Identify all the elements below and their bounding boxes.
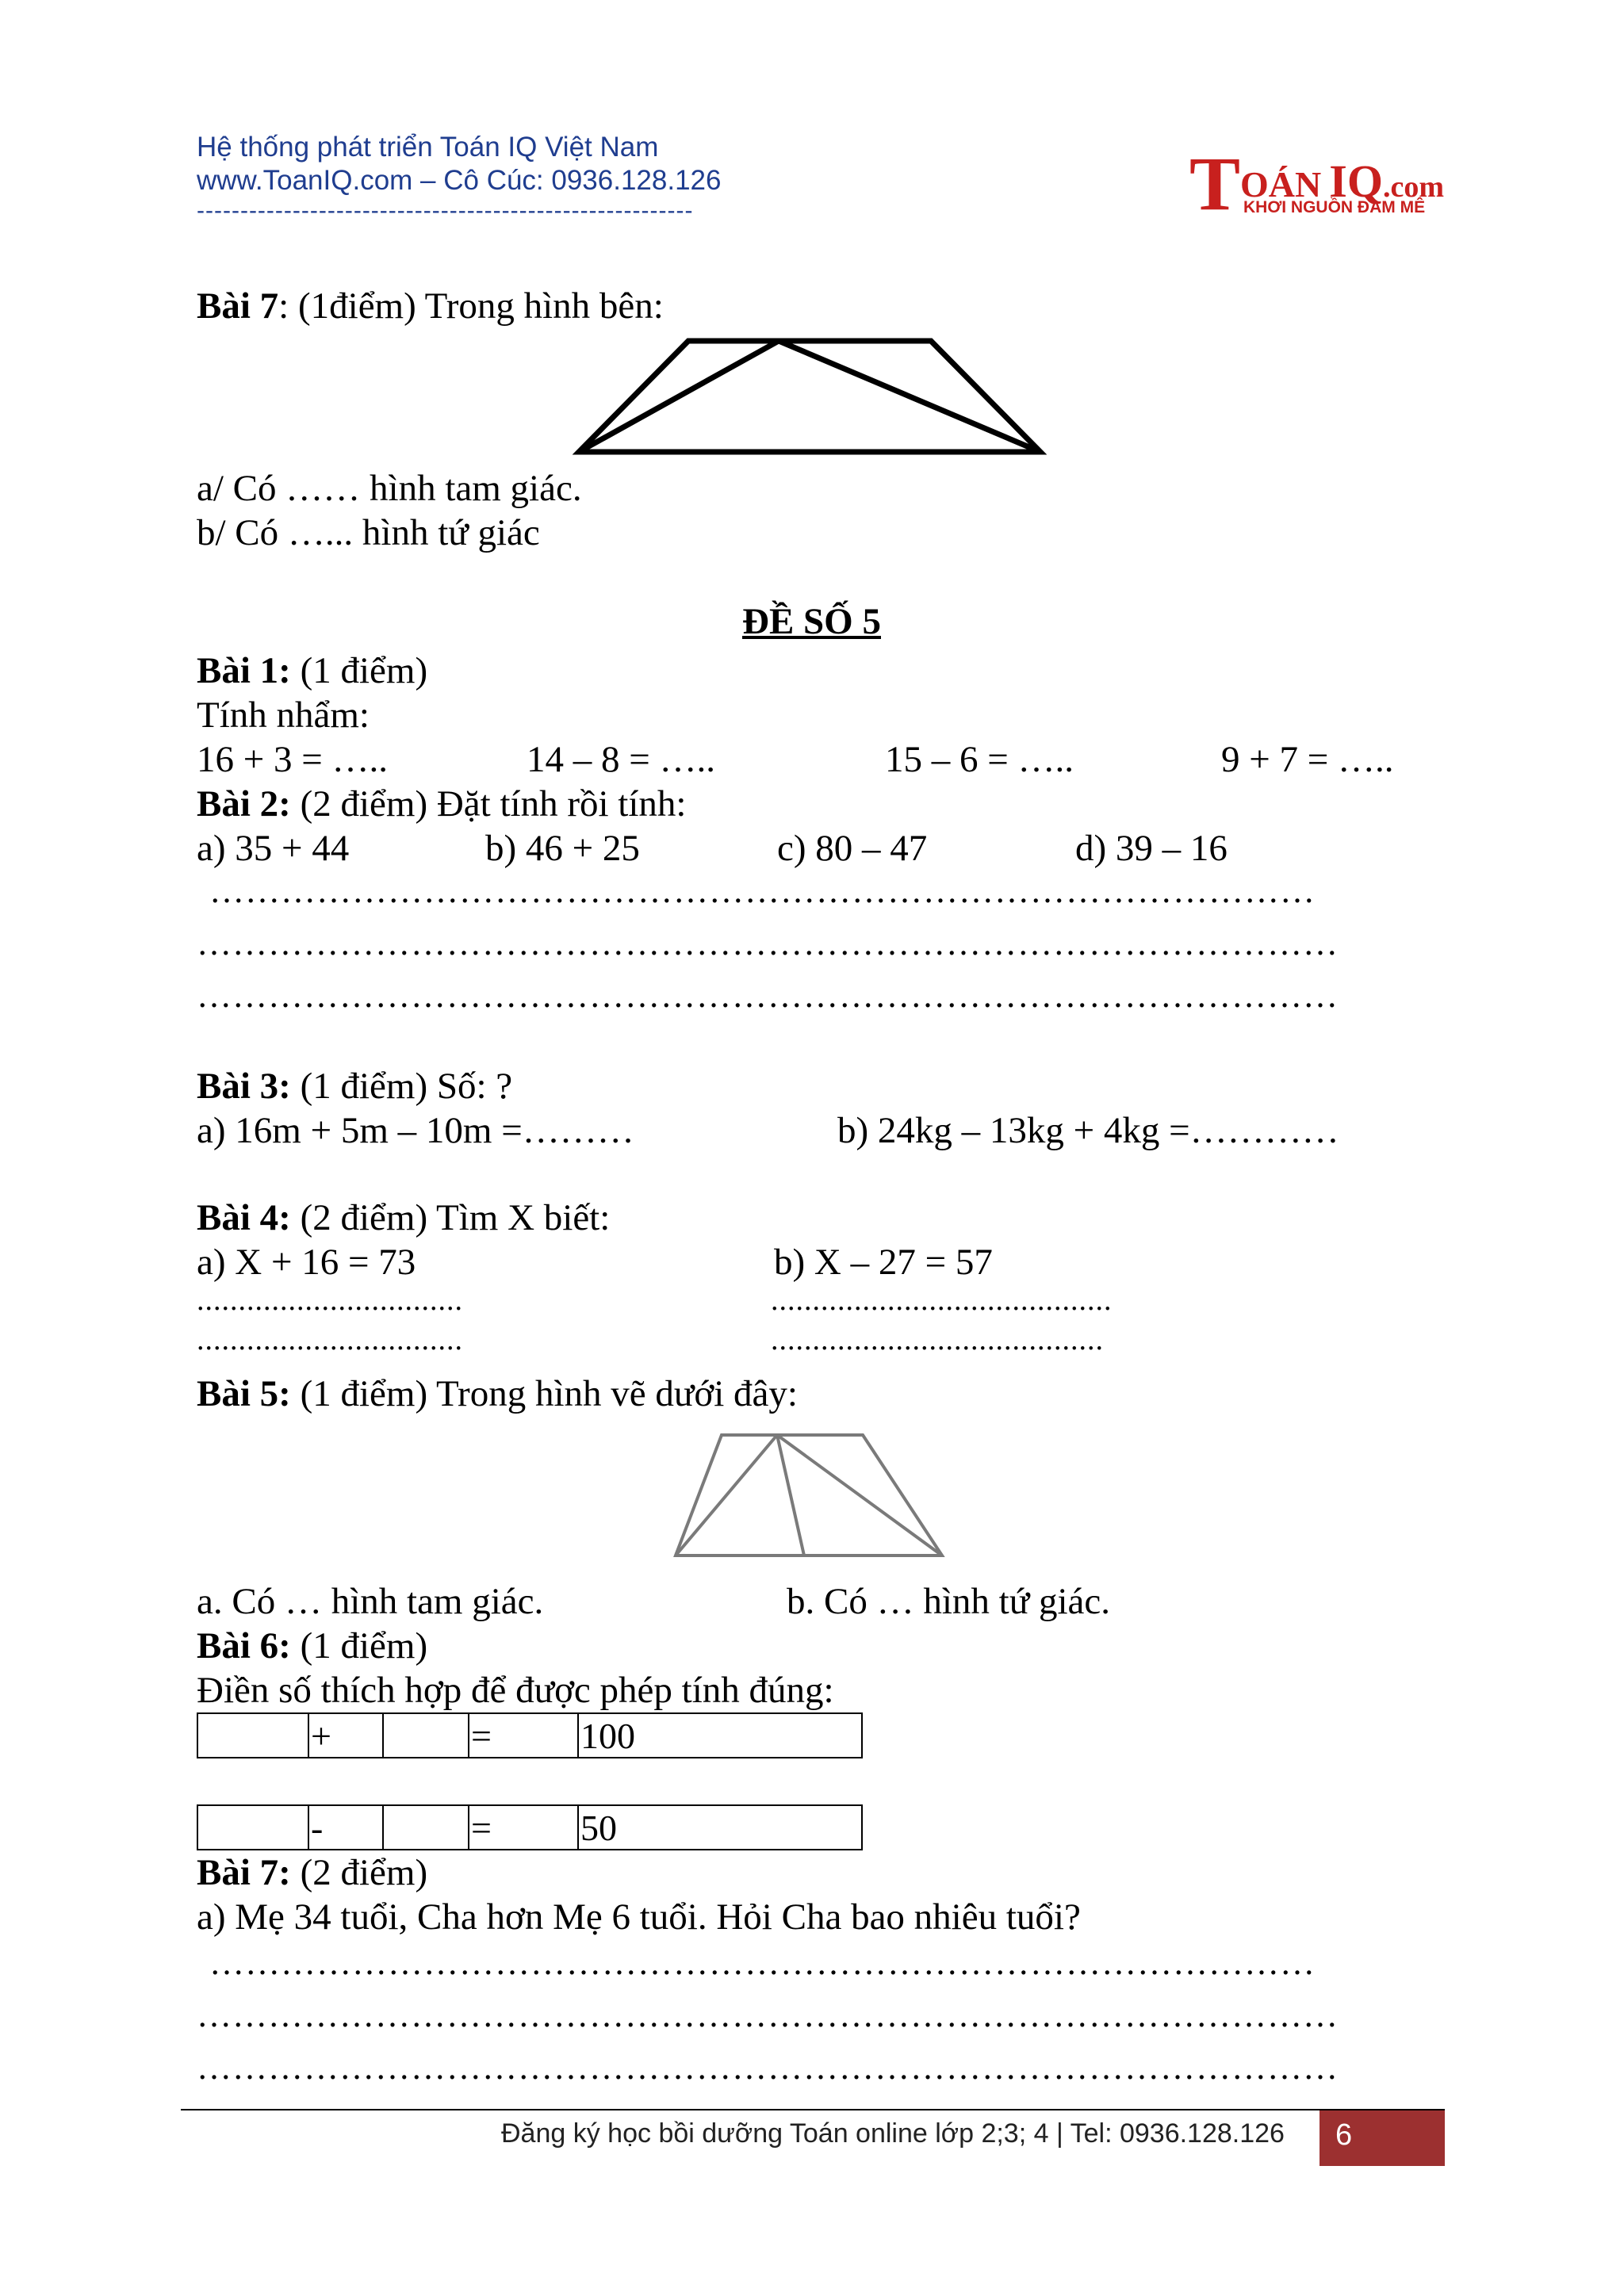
equals-cell: = [469,1805,578,1850]
bai7-answer-line[interactable]: …………………………………………………………………………………… [197,2048,1339,2087]
bai7-points: (2 điểm) [290,1852,428,1893]
bai3-title: Bài 3: [197,1066,291,1107]
bai4-title: Bài 4: [197,1197,291,1238]
bai2-points: (2 điểm) Đặt tính rồi tính: [290,783,687,825]
bai2-answer-line[interactable]: ………………………………………………………………………………… [209,871,1316,910]
bai4-a: a) X + 16 = 73 [197,1242,416,1283]
bai4-points: (2 điểm) Tìm X biết: [290,1197,611,1238]
operator-cell: + [308,1713,383,1758]
bai1-item: 15 – 6 = ….. [885,739,1074,780]
bai3-heading [197,1064,512,1108]
logo-tagline: KHƠI NGUỒN ĐAM MÊ [1243,198,1426,216]
trapezoid-figure-1 [571,333,1047,460]
bai3-b: b) 24kg – 13kg + 4kg =………… [837,1110,1339,1151]
footer-divider [181,2109,1445,2110]
header-rule: --------------------------------------------------------- [197,197,694,224]
bai1-title: Bài 1: [197,650,291,691]
bai5-b: b. Có … hình tứ giác. [787,1581,1110,1622]
bai6-instruction: Điền số thích hợp để được phép tính đúng: [197,1670,834,1711]
blank-cell[interactable] [197,1713,308,1758]
bai7-heading [197,1850,427,1895]
bai7-answer-line[interactable]: …………………………………………………………………………………… [197,1996,1339,2034]
logo-iq: IQ [1329,155,1383,207]
bai1-item: 14 – 8 = ….. [527,739,716,780]
bai2-item: b) 46 + 25 [485,828,640,869]
bai1-points: (1 điểm) [290,650,428,691]
bai3-points: (1 điểm) Số: ? [290,1066,513,1107]
prev-bai7-b: b/ Có …... hình tứ giác [197,512,540,553]
bai2-item: d) 39 – 16 [1075,828,1228,869]
bai7-answer-line[interactable]: ………………………………………………………………………………… [209,1943,1316,1982]
header-contact: www.ToanIQ.com – Cô Cúc: 0936.128.126 [197,165,722,196]
bai1-item: 16 + 3 = ….. [197,739,389,780]
bai6-points: (1 điểm) [290,1625,428,1667]
bai5-title: Bài 5: [197,1373,291,1414]
bai1-heading [197,649,427,693]
logo-big-t: T [1189,141,1241,226]
exam-title: ĐỀ SỐ 5 [742,601,881,642]
bai7-title: Bài 7: [197,1852,291,1893]
equals-cell: = [469,1713,578,1758]
equation-table-addition [197,1712,863,1758]
prev-bai7-heading [197,284,664,328]
blank-cell[interactable] [383,1805,469,1850]
bai2-answer-line[interactable]: …………………………………………………………………………………… [197,976,1339,1015]
bai2-item: c) 80 – 47 [777,828,928,869]
bai5-points: (1 điểm) Trong hình vẽ dưới đây: [290,1373,798,1414]
bai4-answer-line-b[interactable]: ........................................ [771,1323,1104,1357]
operator-cell: - [308,1805,383,1850]
bai6-heading [197,1624,427,1668]
equation-table-subtraction [197,1804,863,1850]
prev-bai7-title: Bài 7 [197,285,279,327]
trapezoid-figure-2 [666,1427,952,1562]
bai1-item: 9 + 7 = ….. [1221,739,1394,780]
prev-bai7-a: a/ Có …… hình tam giác. [197,468,582,509]
bai5-heading [197,1372,798,1416]
bai3-a: a) 16m + 5m – 10m =……… [197,1110,634,1151]
header-org: Hệ thống phát triển Toán IQ Việt Nam [197,132,659,163]
bai4-b: b) X – 27 = 57 [774,1242,993,1283]
bai6-title: Bài 6: [197,1625,291,1667]
page-number: 6 [1335,2118,1353,2152]
bai1-instruction: Tính nhẩm: [197,695,370,736]
blank-cell[interactable] [383,1713,469,1758]
bai4-answer-line-b[interactable]: ......................................... [771,1284,1113,1317]
bai2-answer-line[interactable]: …………………………………………………………………………………… [197,924,1339,962]
blank-cell[interactable] [197,1805,308,1850]
bai4-heading [197,1196,610,1240]
bai2-title: Bài 2: [197,783,291,825]
bai7-question: a) Mẹ 34 tuổi, Cha hơn Mẹ 6 tuổi. Hỏi Cha bao nhiêu tuổi? [197,1896,1081,1938]
logo-small: OÁN [1240,164,1322,205]
bai4-answer-line-a[interactable]: ................................ [197,1323,463,1357]
result-cell: 100 [578,1713,862,1758]
bai2-heading [197,782,686,826]
footer-text: Đăng ký học bồi dưỡng Toán online lớp 2;3; 4 | Tel: 0936.128.126 [501,2118,1285,2149]
prev-bai7-text: : (1điểm) Trong hình bên: [278,285,664,327]
bai5-a: a. Có … hình tam giác. [197,1581,544,1622]
result-cell: 50 [578,1805,862,1850]
bai2-item: a) 35 + 44 [197,828,350,869]
logo-com: .com [1382,170,1444,204]
bai4-answer-line-a[interactable]: ................................ [197,1284,463,1317]
